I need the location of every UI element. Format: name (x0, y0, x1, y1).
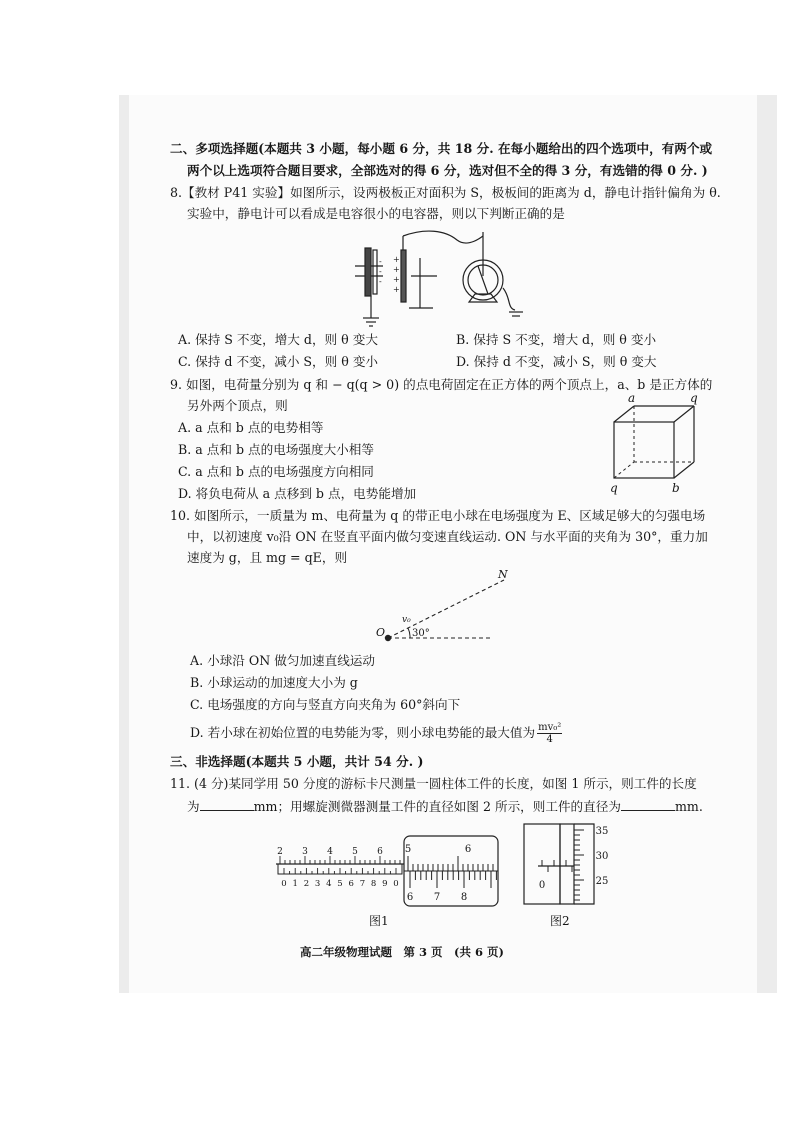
electrometer-figure (345, 228, 525, 328)
q8-option-c: C. 保持 d 不变，减小 S，则 θ 变小 (178, 354, 379, 369)
vernier-scale-label: 0 (281, 879, 287, 889)
vernier-scale-label: 1 (292, 879, 298, 889)
svg-text:-: - (379, 267, 382, 276)
svg-text:+: + (393, 255, 400, 264)
q10-option-a: A. 小球沿 ON 做匀加速直线运动 (190, 653, 375, 668)
svg-text:-: - (379, 257, 382, 266)
vernier-scale-label: 9 (382, 879, 388, 889)
section2-header-line1: 二、多项选择题(本题共 3 小题，每小题 6 分，共 18 分. 在每小题给出的四个选项中，有两个或 (170, 141, 713, 156)
vernier-scale-label: 0 (393, 879, 399, 889)
diameter-answer-blank[interactable] (621, 798, 675, 811)
q8-stem-line2: 实验中，静电计可以看成是电容很小的电容器，则以下判断正确的是 (187, 206, 565, 221)
zoom-main-label: 5 (404, 844, 412, 855)
section2-header-line2: 两个以上选项符合题目要求，全部选对的得 6 分，选对但不全的得 3 分，有选错的得 0 分. ) (187, 163, 708, 178)
scan-edge-left (119, 95, 129, 993)
vernier-scale-label: 3 (314, 879, 321, 889)
q9-option-d: D. 将负电荷从 a 点移到 b 点，电势能增加 (178, 486, 417, 501)
main-scale-label: 6 (377, 847, 383, 857)
thimble-label: 35 (595, 826, 609, 837)
incline-motion-figure (376, 566, 520, 652)
cube-figure (608, 392, 708, 496)
vernier-caliper-figure (276, 834, 502, 910)
scan-edge-right (757, 95, 777, 993)
zoom-vernier-label: 8 (460, 892, 468, 903)
thimble-label: 30 (595, 851, 609, 862)
q10-option-d (190, 722, 562, 745)
vernier-scale-label: 4 (326, 879, 332, 889)
q9-stem-line1: 9. 如图，电荷量分别为 q 和 − q(q > 0) 的点电荷固定在正方体的两个顶点上，a、b 是正方体的 (170, 377, 713, 392)
main-scale-label: 5 (352, 847, 358, 857)
svg-text:+: + (393, 275, 400, 284)
q11-stem-line2 (187, 798, 703, 815)
point-o-label: O (376, 626, 386, 639)
q10-option-b: B. 小球运动的加速度大小为 g (190, 675, 358, 690)
q9-option-a: A. a 点和 b 点的电势相等 (178, 420, 324, 435)
svg-text:-: - (379, 277, 382, 286)
length-answer-blank[interactable] (200, 798, 254, 811)
vernier-scale-label: 5 (337, 879, 343, 889)
point-n-label: N (498, 568, 508, 581)
q8-option-b: B. 保持 S 不变，增大 d，则 θ 变小 (456, 332, 657, 347)
q11-line2-part-a: 为 (187, 799, 200, 814)
q8-stem-line1: 8.【教材 P41 实验】如图所示，设两极板正对面积为 S，极板间的距离为 d，静电计指针偏角为 θ. (170, 185, 721, 200)
q10-stem-line3: 速度为 g，且 mg = qE，则 (187, 550, 348, 565)
cube-label-a: a (628, 391, 636, 405)
page-footer: 高二年级物理试题 第 3 页 (共 6 页) (300, 945, 504, 959)
vernier-scale-label: 8 (370, 879, 377, 889)
section3-header: 三、非选择题(本题共 5 小题，共计 54 分. ) (170, 754, 424, 769)
q10-stem-line1: 10. 如图所示，一质量为 m、电荷量为 q 的带正电小球在电场强度为 E、区域足够大的匀强电场 (170, 508, 706, 523)
q10-option-d-denominator: 4 (546, 734, 553, 745)
q10-option-c: C. 电场强度的方向与竖直方向夹角为 60°斜向下 (190, 697, 461, 712)
cube-label-q-bottom: q (610, 481, 618, 495)
vernier-scale-label: 6 (348, 879, 354, 889)
q9-option-b: B. a 点和 b 点的电场强度大小相等 (178, 442, 374, 457)
zoom-vernier-label: 7 (433, 892, 441, 903)
q9-stem-line2: 另外两个顶点，则 (187, 398, 288, 413)
main-scale-label: 2 (277, 847, 283, 857)
zoom-main-label: 6 (464, 844, 472, 855)
velocity-label: v₀ (402, 615, 411, 625)
angle-label: 30° (412, 628, 430, 639)
svg-text:+: + (393, 265, 400, 274)
vernier-scale-label: 7 (359, 879, 366, 889)
svg-text:+: + (393, 285, 400, 294)
main-scale-label: 4 (327, 847, 333, 857)
q8-option-a: A. 保持 S 不变，增大 d，则 θ 变大 (178, 332, 378, 347)
q11-stem-line1: 11. (4 分)某同学用 50 分度的游标卡尺测量一圆柱体工件的长度，如图 1 所示，则工件的长度 (170, 776, 697, 791)
q10-stem-line2: 中，以初速度 v₀沿 ON 在竖直平面内做匀变速直线运动. ON 与水平面的夹角为 30°，重力加 (187, 529, 708, 544)
vernier-scale-label: 2 (303, 879, 310, 889)
q11-line2-part-c: mm. (674, 799, 703, 814)
figure1-caption: 图1 (369, 914, 389, 928)
q10-option-d-text: D. 若小球在初始位置的电势能为零，则小球电势能的最大值为 (190, 725, 536, 740)
q9-option-c: C. a 点和 b 点的电场强度方向相同 (178, 464, 374, 479)
q8-option-d: D. 保持 d 不变，减小 S，则 θ 变大 (456, 354, 657, 369)
sleeve-zero-label: 0 (538, 880, 546, 891)
zoom-vernier-label: 6 (406, 892, 414, 903)
figure2-caption: 图2 (550, 914, 570, 928)
q11-line2-part-b: mm；用螺旋测微器测量工件的直径如图 2 所示，则工件的直径为 (253, 799, 621, 814)
thimble-label: 25 (595, 876, 609, 887)
micrometer-figure (520, 822, 612, 906)
cube-label-b: b (672, 481, 680, 495)
q10-option-d-numerator: mv₀² (538, 722, 562, 733)
margin-left (0, 0, 121, 1122)
main-scale-label: 3 (302, 847, 308, 857)
q10-option-d-fraction (537, 722, 562, 745)
cube-label-q-top: q (690, 391, 698, 405)
